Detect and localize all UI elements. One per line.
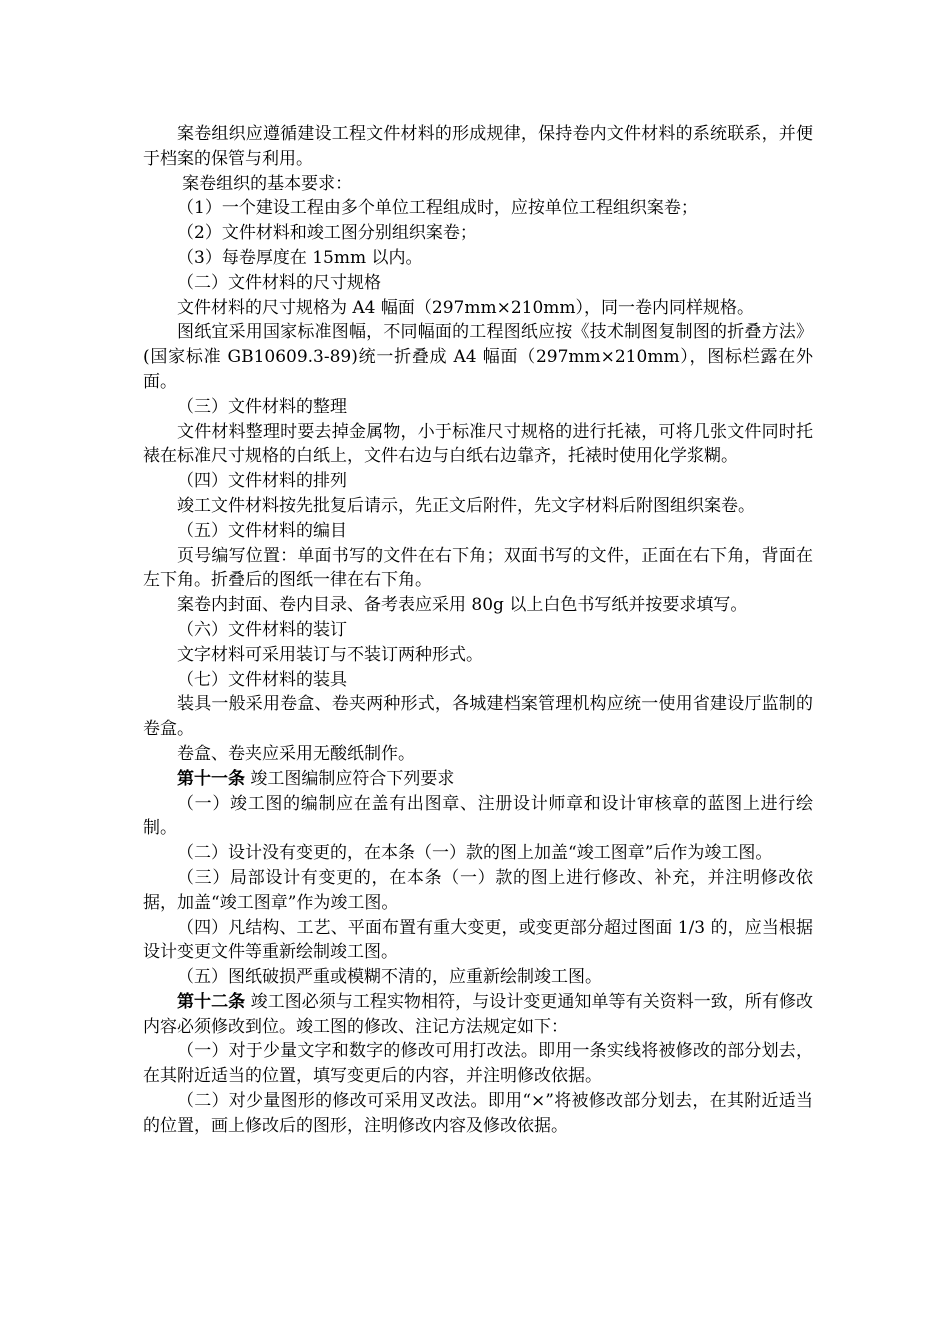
article-11-label: 第十一条 — [177, 768, 245, 789]
document-page — [143, 122, 813, 1139]
article-11-item-2: （二）设计没有变更的，在本条（一）款的图上加盖“竣工图章”后作为竣工图。 — [177, 843, 773, 864]
paragraph-requirement-2: （2）文件材料和竣工图分别组织案卷； — [177, 223, 477, 244]
paragraph-drawing-folding: 图纸宜采用国家标准图幅，不同幅面的工程图纸应按《技术制图复制图的折叠方法》(国家标准 GB10609.3-89)统一折叠成 A4 幅面（297mm×210mm），图标栏露在外面。 — [143, 322, 813, 392]
article-11-text: 竣工图编制应符合下列要求 — [245, 768, 455, 789]
article-11-item-4: （四）凡结构、工艺、平面布置有重大变更，或变更部分超过图面 1/3 的，应当根据设计变更文件等重新绘制竣工图。 — [143, 917, 813, 963]
paragraph-intro: 案卷组织应遵循建设工程文件材料的形成规律，保持卷内文件材料的系统联系，并便于档案的保管与利用。 — [143, 124, 813, 169]
section-heading-2: （二）文件材料的尺寸规格 — [177, 272, 381, 293]
article-12 — [143, 990, 813, 1040]
section-heading-5: （五）文件材料的编目 — [177, 520, 347, 541]
paragraph-page-numbering: 页号编写位置：单面书写的文件在右下角；双面书写的文件，正面在右下角，背面在左下角。折叠后的图纸一律在右下角。 — [143, 545, 813, 591]
article-11-item-3: （三）局部设计有变更的，在本条（一）款的图上进行修改、补充，并注明修改依据，加盖“竣工图章”作为竣工图。 — [143, 867, 813, 913]
paragraph-binding: 文字材料可采用装订与不装订两种形式。 — [177, 644, 483, 665]
article-11-item-5: （五）图纸破损严重或模糊不清的，应重新绘制竣工图。 — [177, 967, 602, 988]
section-heading-4: （四）文件材料的排列 — [177, 471, 347, 492]
article-11 — [143, 767, 813, 792]
paragraph-requirement-3: （3）每卷厚度在 15mm 以内。 — [177, 247, 423, 268]
paragraph-requirements-heading: 案卷组织的基本要求： — [182, 173, 353, 194]
article-12-label: 第十二条 — [177, 991, 246, 1012]
paragraph-containers: 装具一般采用卷盒、卷夹两种形式，各城建档案管理机构应统一使用省建设厅监制的卷盒。 — [143, 694, 813, 740]
section-heading-3: （三）文件材料的整理 — [177, 396, 347, 417]
section-heading-6: （六）文件材料的装订 — [177, 619, 347, 640]
paragraph-acid-free: 卷盒、卷夹应采用无酸纸制作。 — [177, 743, 415, 764]
article-12-text: 竣工图必须与工程实物相符，与设计变更通知单等有关资料一致，所有修改内容必须修改到位。竣工图的修改、注记方法规定如下： — [143, 991, 814, 1037]
article-12-item-1: （一）对于少量文字和数字的修改可用打改法。即用一条实线将被修改的部分划去，在其附近适当的位置，填写变更后的内容，并注明修改依据。 — [143, 1041, 813, 1087]
section-heading-7: （七）文件材料的装具 — [177, 669, 347, 690]
paragraph-organizing: 文件材料整理时要去掉金属物，小于标准尺寸规格的进行托裱，可将几张文件同时托裱在标准尺寸规格的白纸上，文件右边与白纸右边靠齐，托裱时使用化学浆糊。 — [143, 421, 813, 467]
paragraph-cover-paper: 案卷内封面、卷内目录、备考表应采用 80g 以上白色书写纸并按要求填写。 — [177, 595, 748, 616]
article-11-item-1: （一）竣工图的编制应在盖有出图章、注册设计师章和设计审核章的蓝图上进行绘制。 — [143, 793, 813, 839]
paragraph-ordering: 竣工文件材料按先批复后请示，先正文后附件，先文字材料后附图组织案卷。 — [177, 495, 755, 516]
paragraph-size-spec: 文件材料的尺寸规格为 A4 幅面（297mm×210mm），同一卷内同样规格。 — [177, 297, 755, 318]
paragraph-requirement-1: （1）一个建设工程由多个单位工程组成时，应按单位工程组织案卷； — [177, 198, 698, 219]
article-12-item-2: （二）对少量图形的修改可采用叉改法。即用“×”将被修改部分划去，在其附近适当的位置，画上修改后的图形，注明修改内容及修改依据。 — [143, 1091, 813, 1136]
